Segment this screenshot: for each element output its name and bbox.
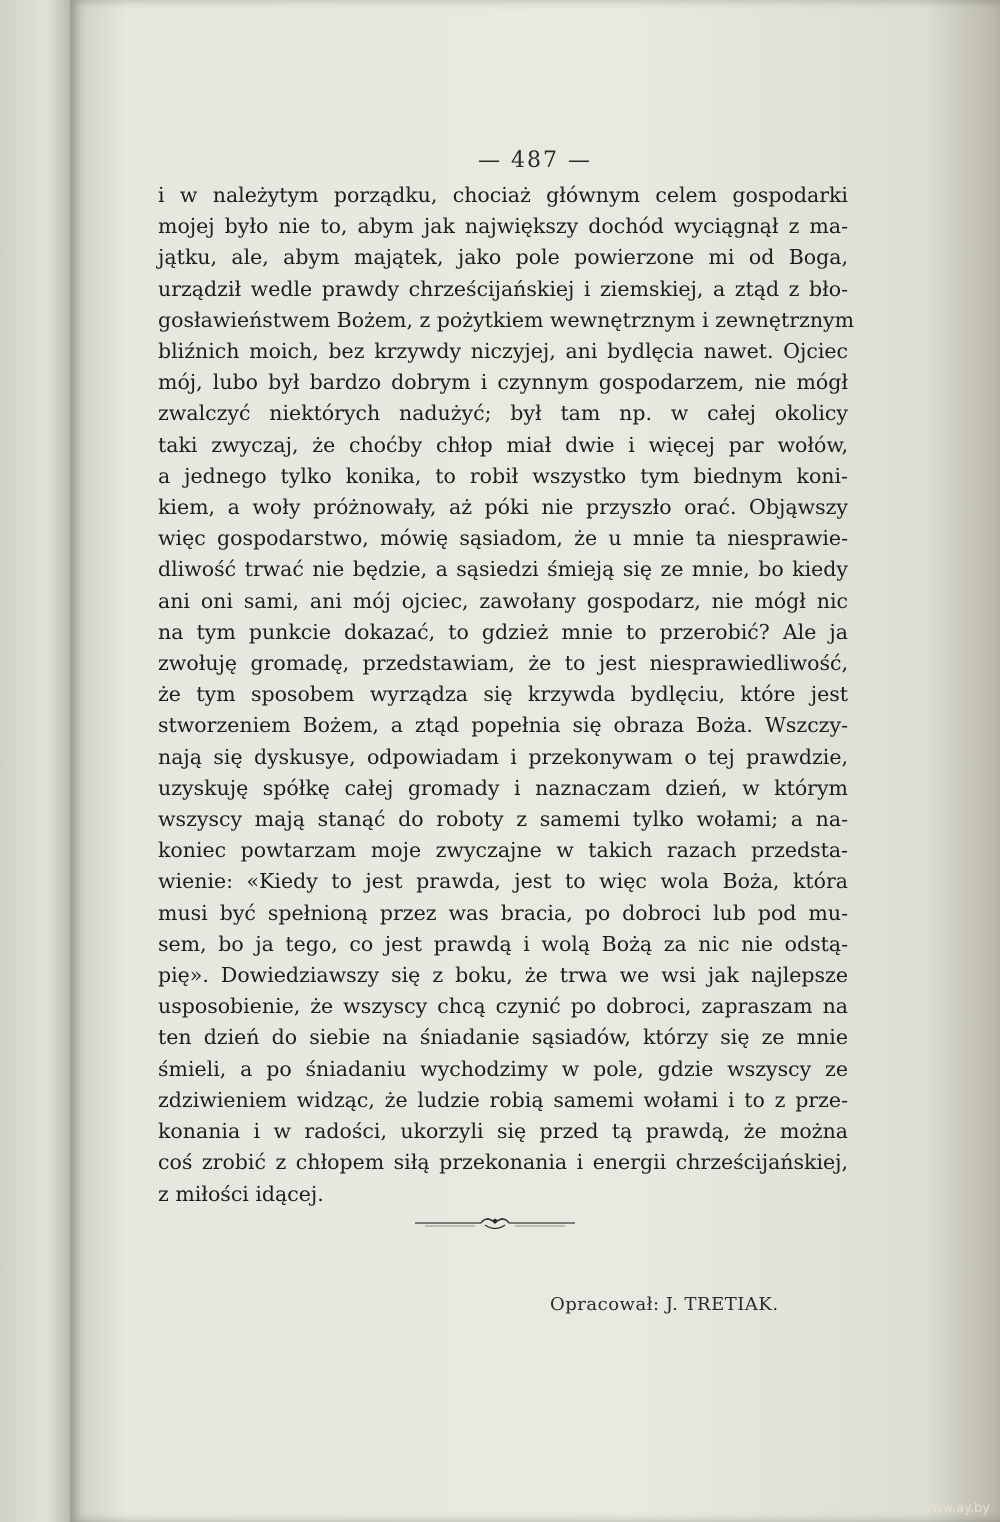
decorative-rule-ornament-icon	[415, 1212, 575, 1234]
text-line: coś zrobić z chłopem siłą przekonania i energii chrześcijańskiej,	[158, 1150, 848, 1175]
watermark: www.ay.by	[921, 1501, 990, 1516]
body-text	[158, 180, 855, 1210]
text-line: zwołuję gromadę, przedstawiam, że to jest niesprawiedliwość,	[158, 651, 848, 676]
page-number: — 487 —	[478, 148, 592, 173]
text-line: wszyscy mają stanąć do roboty z samemi tylko wołami; a na-	[158, 807, 848, 832]
text-line: urządził wedle prawdy chrześcijańskiej i ziemskiej, a ztąd z bło-	[158, 276, 848, 301]
text-line: zwalczyć niektórych nadużyć; był tam np. w całej okolicy	[158, 401, 848, 426]
text-line: ten dzień do siebie na śniadanie sąsiadów, którzy się ze mnie	[158, 1025, 848, 1050]
text-line: bliźnich moich, bez krzywdy niczyjej, ani bydlęcia nawet. Ojciec	[158, 339, 848, 364]
previous-page-edge	[0, 0, 78, 1522]
text-line: kiem, a woły próżnowały, aż póki nie przyszło orać. Objąwszy	[158, 495, 848, 520]
text-line: wienie: «Kiedy to jest prawda, jest to więc wola Boża, która	[158, 869, 848, 894]
text-line: musi być spełnioną przez was bracia, po dobroci lub pod mu-	[158, 900, 848, 925]
text-line: taki zwyczaj, że choćby chłop miał dwie i więcej par wołów,	[158, 432, 848, 457]
text-line: z miłości idącej.	[158, 1181, 324, 1206]
text-line: jątku, ale, abym majątek, jako pole powierzone mi od Boga,	[158, 245, 848, 270]
text-line: na tym punkcie dokazać, to gdzież mnie to przerobić? Ale ja	[158, 619, 848, 644]
text-line: że tym sposobem wyrządza się krzywda bydlęciu, które jest	[158, 682, 848, 707]
text-line: więc gospodarstwo, mówię sąsiadom, że u mnie ta niesprawie-	[158, 526, 848, 551]
text-line: mojej było nie to, abym jak największy dochód wyciągnął z ma-	[158, 214, 848, 239]
text-line: sem, bo ja tego, co jest prawdą i wolą Bożą za nic nie odstą-	[158, 931, 848, 956]
text-line: konania i w radości, ukorzyli się przed tą prawdą, że można	[158, 1119, 848, 1144]
text-line: gosławieństwem Bożem, z pożytkiem wewnętrznym i zewnętrznym	[158, 307, 855, 332]
text-line: śmieli, a po śniadaniu wychodzimy w pole, gdzie wszyscy ze	[158, 1056, 848, 1081]
text-line: pię». Dowiedziawszy się z boku, że trwa we wsi jak najlepsze	[158, 963, 848, 988]
text-line: usposobienie, że wszyscy chcą czynić po dobroci, zapraszam na	[158, 994, 848, 1019]
text-line: zdziwieniem widząc, że ludzie robią samemi wołami i to z prze-	[158, 1087, 848, 1112]
book-page	[70, 0, 1000, 1522]
text-line: nają się dyskusye, odpowiadam i przekonywam o tej prawdzie,	[158, 744, 848, 769]
text-line: i w należytym porządku, chociaż głównym celem gospodarki	[158, 183, 848, 207]
text-line: dliwość trwać nie będzie, a sąsiedzi śmieją się ze mnie, bo kiedy	[158, 557, 848, 582]
author-signature: Opracował: J. TRETIAK.	[550, 1294, 779, 1315]
text-line: ani oni sami, ani mój ojciec, zawołany gospodarz, nie mógł nic	[158, 588, 848, 613]
text-line: a jednego tylko konika, to robił wszystko tym biednym koni-	[158, 463, 848, 488]
text-line: mój, lubo był bardzo dobrym i czynnym gospodarzem, nie mógł	[158, 370, 848, 395]
text-line: koniec powtarzam moje zwyczajne w takich razach przedsta-	[158, 838, 848, 863]
text-line: stworzeniem Bożem, a ztąd popełnia się obraza Boża. Wszczy-	[158, 713, 848, 738]
text-line: uzyskuję spółkę całej gromady i naznaczam dzień, w którym	[158, 775, 848, 800]
